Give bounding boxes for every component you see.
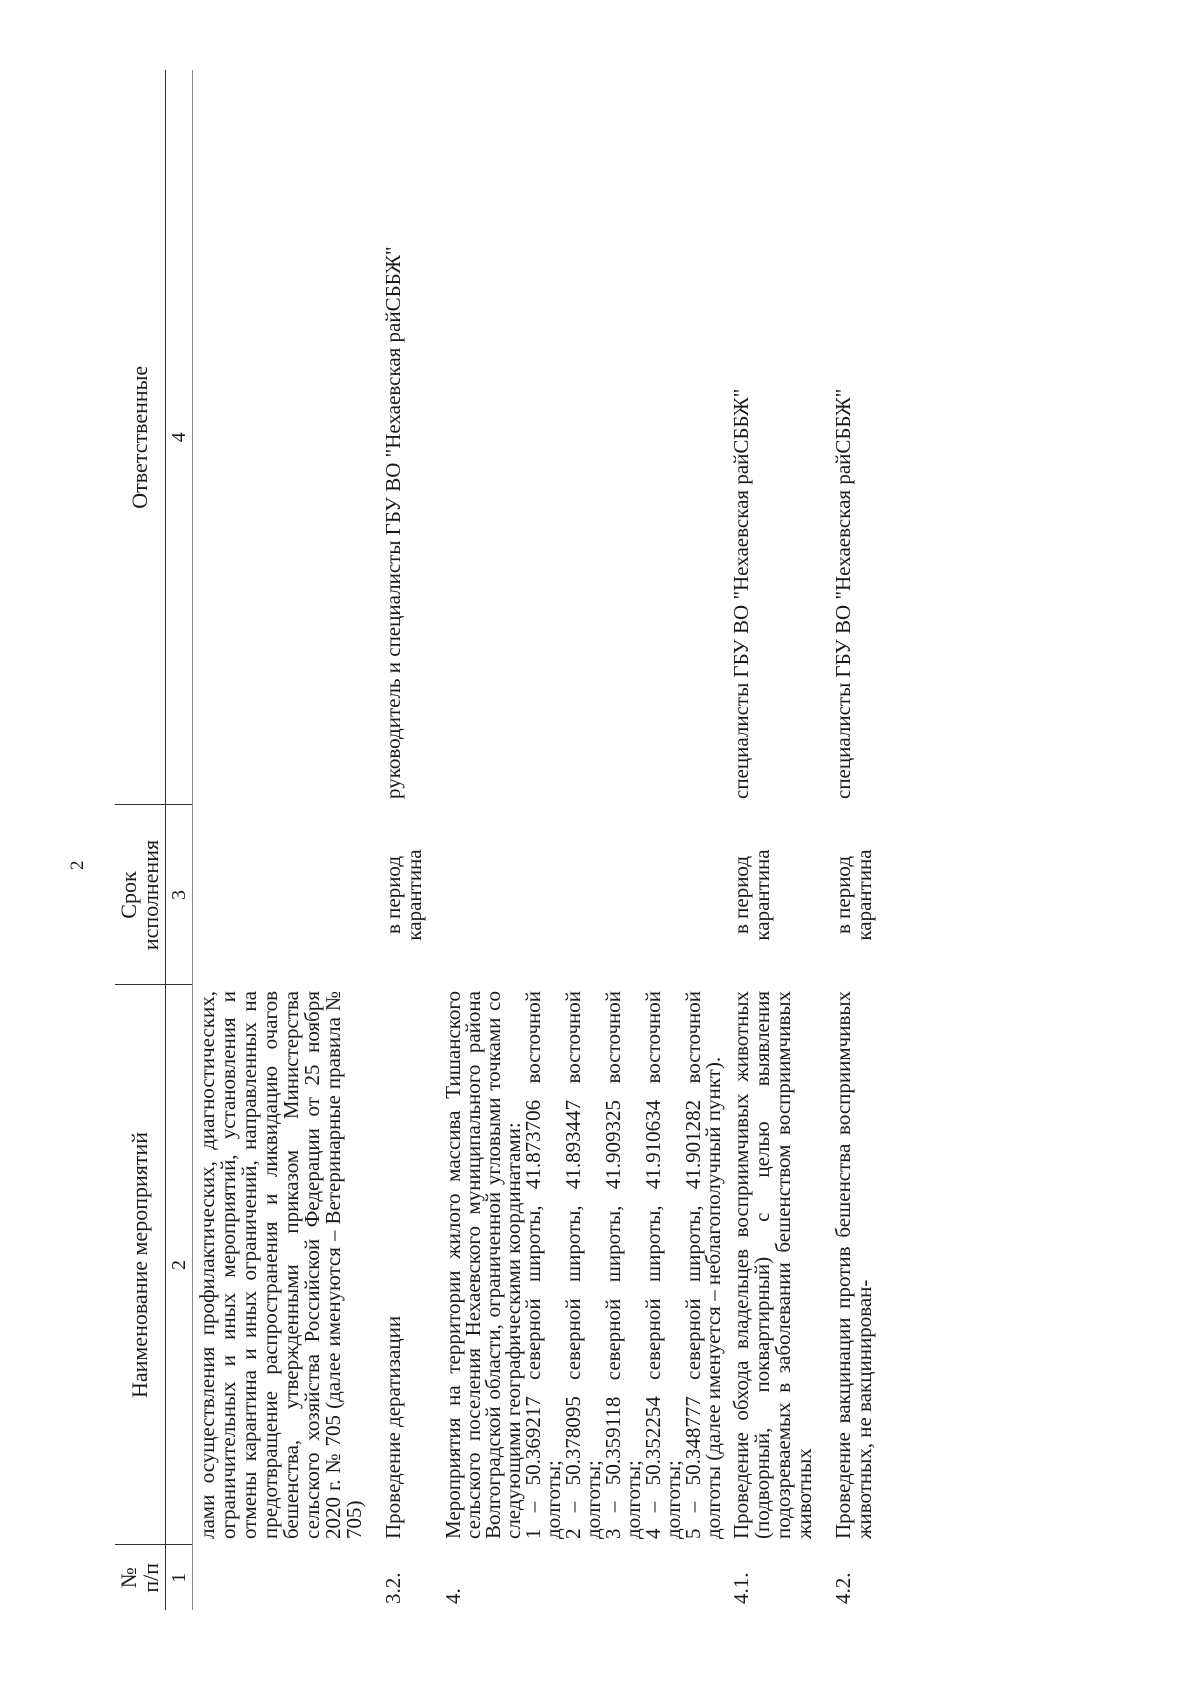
measures-table — [115, 70, 879, 1610]
column-number-3: 3 — [166, 805, 193, 985]
row-number: 4. — [441, 1588, 465, 1604]
deadline: в период карантина — [831, 849, 876, 941]
corner-point-3: 3 – 50.359118 северной широты, 41.909325 восточной долготы; — [601, 991, 645, 1539]
table-row — [193, 70, 370, 1610]
table-row — [429, 70, 727, 1610]
table-column-numbers-row — [166, 70, 193, 1610]
corner-point-1: 1 – 50.369217 северной широты, 41.873706 восточной долготы; — [521, 991, 565, 1539]
corner-point-4: 4 – 50.352254 северной широты, 41.910634 восточной долготы; — [641, 991, 685, 1539]
deadline: в период карантина — [729, 849, 774, 941]
row-number: 4.2. — [831, 1572, 855, 1604]
column-number-2: 2 — [166, 985, 193, 1545]
rotated-document-page — [35, 60, 1175, 1660]
measure-name: Проведение вакцинации против бешенства восприимчивых животных, не вакцинирован- — [831, 991, 876, 1539]
table-row — [819, 70, 879, 1610]
column-number-1: 1 — [166, 1545, 193, 1610]
responsible: руководитель и специалисты ГБУ ВО "Нехаевская райСББЖ" — [381, 246, 405, 799]
page-number: 2 — [67, 860, 88, 870]
row-number: 3.2. — [381, 1572, 405, 1604]
measure-name: Проведение дератизации — [381, 1315, 405, 1539]
corner-point-2: 2 – 50.378095 северной широты, 41.893447 восточной долготы; — [561, 991, 605, 1539]
responsible: специалисты ГБУ ВО "Нехаевская райСББЖ" — [831, 388, 855, 799]
responsible: специалисты ГБУ ВО "Нехаевская райСББЖ" — [729, 388, 753, 799]
measure-name: Проведение обхода владельцев восприимчивых животных (подворный, поквартирный) с целью выявления подозреваемых в заболевании бешенством восприимчивых животных — [729, 991, 816, 1539]
measure-name — [429, 985, 727, 1545]
continued-text: лами осуществления профилактических, диагностических, ограничительных и иных мероприятий, установления и отмены карантина и иных ограничений, направленных на предотвращение распространения и ликвидацию очагов бешенства, утвержденными приказом Министерства сельского хозяйства Российской Федерации от 25 ноября 2020 г. № 705 (далее именуются – Ветеринарные правила № 705) — [195, 991, 366, 1539]
header-deadline: Срок исполнения — [115, 805, 166, 985]
table-header-row — [115, 70, 166, 1610]
column-number-4: 4 — [166, 70, 193, 805]
territory-description: Мероприятия на территории жилого массива Тишанского сельского поселения Нехаевского муниципального района Волгоградской области, ограниченной угловыми точками со следующими географическими координатами: — [441, 991, 525, 1539]
table-row — [727, 70, 819, 1610]
row-number: 4.1. — [729, 1572, 753, 1604]
deadline: в период карантина — [381, 849, 426, 941]
table-row — [369, 70, 429, 1610]
header-responsible: Ответственные — [115, 70, 166, 805]
corner-point-5: 5 – 50.348777 северной широты, 41.901282 восточной долготы (далее именуется – неблагополучный пункт). — [681, 991, 725, 1539]
header-number: № п/п — [115, 1545, 166, 1610]
header-measure-name: Наименование мероприятий — [115, 985, 166, 1545]
